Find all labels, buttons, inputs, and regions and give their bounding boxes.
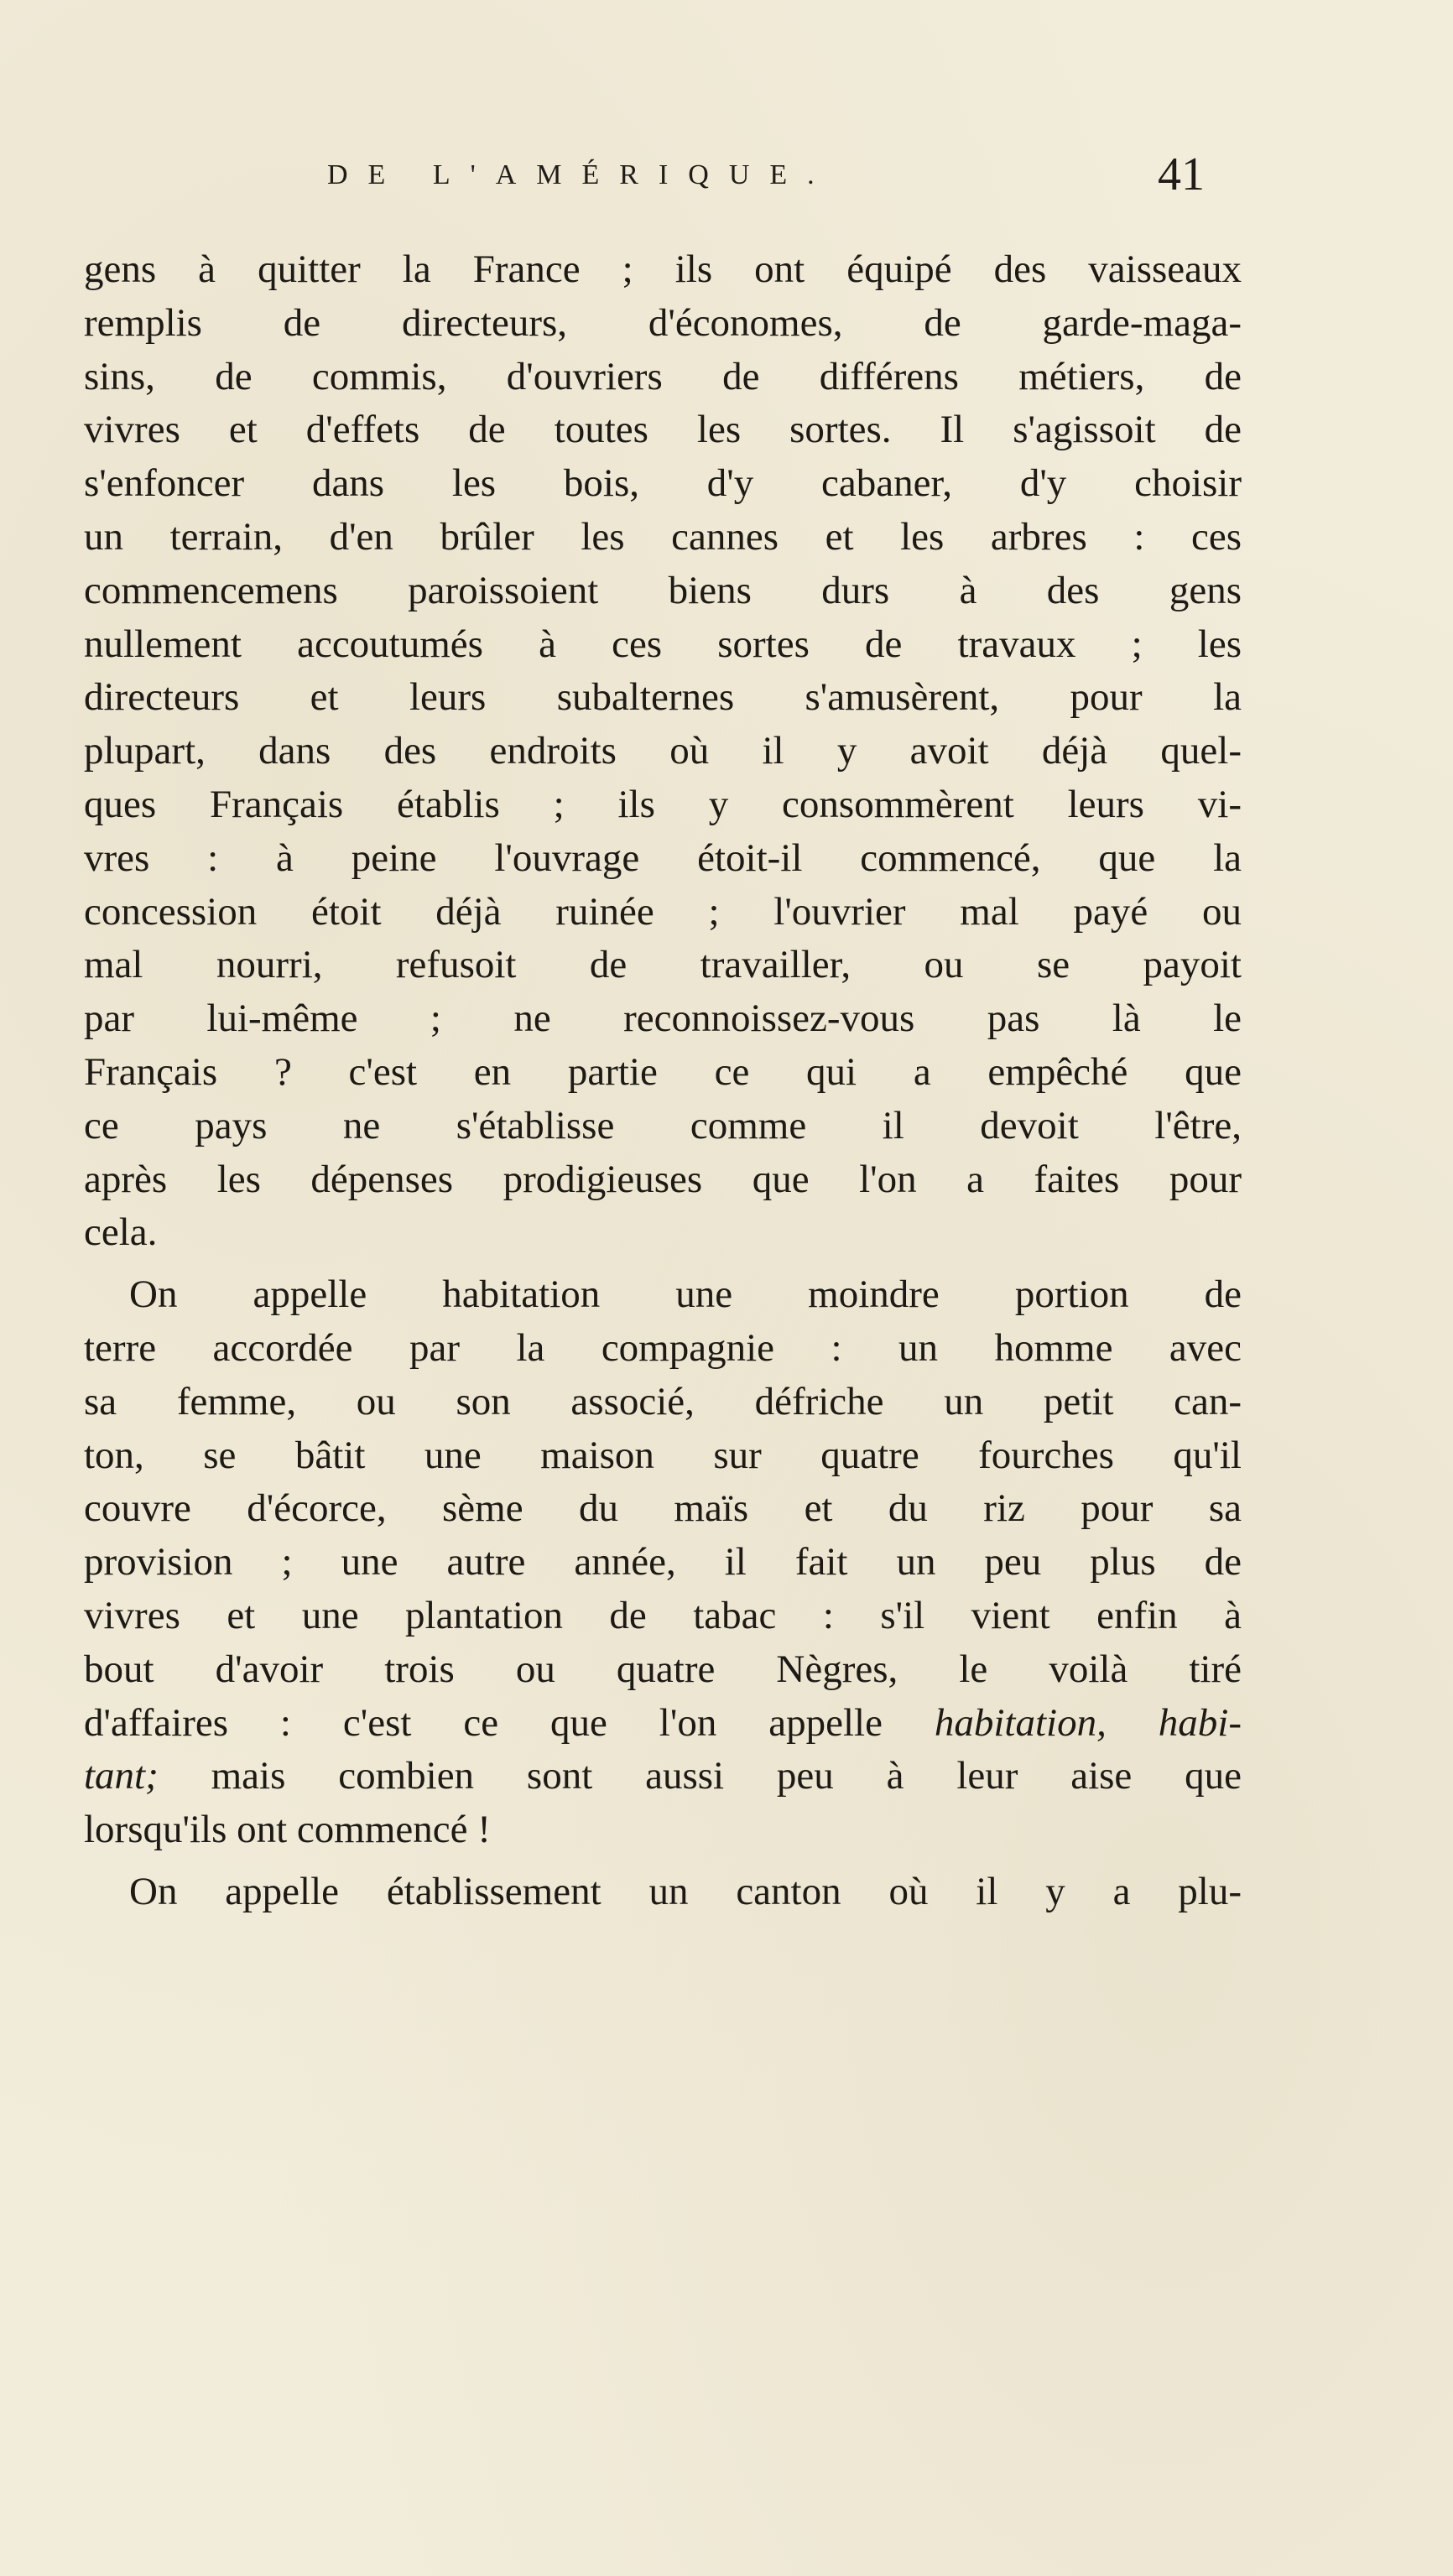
- text-line: sins, de commis, d'ouvriers de différens métiers, de: [84, 354, 1242, 398]
- text-line: par lui-même ; ne reconnoissez-vous pas là le: [84, 997, 1242, 1041]
- text-line: ton, se bâtit une maison sur quatre fourches qu'il: [84, 1433, 1242, 1477]
- text-line: vres : à peine l'ouvrage étoit-il commencé, que la: [84, 835, 1242, 880]
- page-number: 41: [1158, 148, 1205, 200]
- body-text: [84, 243, 1242, 1919]
- text-line: sa femme, ou son associé, défriche un petit can-: [84, 1379, 1242, 1423]
- text-line: vivres et d'effets de toutes les sortes. Il s'agissoit de: [84, 408, 1242, 452]
- text-run: d'affaires : c'est ce que l'on appelle: [84, 1700, 935, 1745]
- text-line: après les dépenses prodigieuses que l'on a faites pour: [84, 1157, 1242, 1201]
- text-line: ce pays ne s'établisse comme il devoit l'être,: [84, 1103, 1242, 1147]
- text-line: [84, 1697, 1242, 1751]
- text-run: mais combien sont aussi peu à leur aise que: [158, 1754, 1242, 1798]
- text-line: bout d'avoir trois ou quatre Nègres, le voilà tiré: [84, 1647, 1242, 1691]
- text-line: [84, 1750, 1242, 1803]
- text-line: remplis de directeurs, d'économes, de garde-maga-: [84, 300, 1242, 345]
- text-line: lorsqu'ils ont commencé !: [84, 1808, 491, 1852]
- italic-term: habitation, habi-: [934, 1700, 1242, 1745]
- text-line: directeurs et leurs subalternes s'amusèrent, pour la: [84, 675, 1242, 720]
- paragraph-first-line: On appelle habitation une moindre portion de: [129, 1272, 1242, 1317]
- text-line: commencemens paroissoient biens durs à des gens: [84, 568, 1242, 612]
- text-line: provision ; une autre année, il fait un peu plus de: [84, 1540, 1242, 1585]
- text-line: Français ? c'est en partie ce qui a empêché que: [84, 1049, 1242, 1094]
- text-line: ques Français établis ; ils y consommèrent leurs vi-: [84, 782, 1242, 826]
- text-line: mal nourri, refusoit de travailler, ou se payoit: [84, 943, 1242, 987]
- text-line: un terrain, d'en brûler les cannes et les arbres : ces: [84, 514, 1242, 559]
- text-line: couvre d'écorce, sème du maïs et du riz pour sa: [84, 1486, 1242, 1531]
- text-line: nullement accoutumés à ces sortes de travaux ; les: [84, 622, 1242, 666]
- italic-term: tant;: [84, 1754, 159, 1798]
- text-line: s'enfoncer dans les bois, d'y cabaner, d'y choisir: [84, 461, 1242, 506]
- running-head: DE L'AMÉRIQUE.: [327, 159, 835, 190]
- text-line: gens à quitter la France ; ils ont équipé des vaisseaux: [84, 247, 1242, 291]
- text-line: plupart, dans des endroits où il y avoit déjà quel-: [84, 729, 1242, 773]
- text-line: vivres et une plantation de tabac : s'il vient enfin à: [84, 1593, 1242, 1637]
- paragraph-first-line: On appelle établissement un canton où il y a plu-: [129, 1869, 1242, 1913]
- text-line: terre accordée par la compagnie : un homme avec: [84, 1325, 1242, 1370]
- text-line: cela.: [84, 1210, 158, 1255]
- page-header: [84, 149, 1242, 200]
- text-line: concession étoit déjà ruinée ; l'ouvrier mal payé ou: [84, 889, 1242, 934]
